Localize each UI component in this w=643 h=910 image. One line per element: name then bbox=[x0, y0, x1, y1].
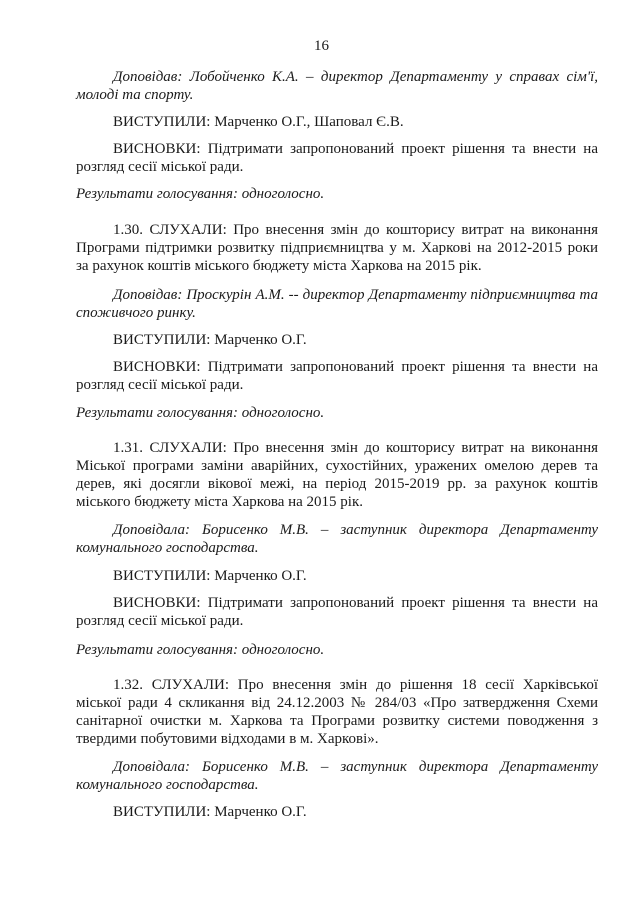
page-number: 16 bbox=[314, 38, 329, 54]
vote-result-text: Результати голосування: одноголосно. bbox=[76, 186, 325, 202]
speaker-paragraph bbox=[76, 521, 598, 557]
speaker-text: Доповідав: Лобойченко К.А. – директор Департаменту у справах сім'ї, молоді та спорту. bbox=[76, 69, 598, 103]
heard-text: 1.30. СЛУХАЛИ: Про внесення змін до кошторису витрат на виконання Програми підтримки розвитку підприємництва у м. Харкові на 2012-2015 роки за рахунок коштів міського бюджету міста Харкова на 2015 рік. bbox=[76, 222, 598, 274]
speakers-text: ВИСТУПИЛИ: Марченко О.Г. bbox=[113, 332, 307, 348]
vote-result-text: Результати голосування: одноголосно. bbox=[76, 642, 325, 658]
speaker-paragraph bbox=[76, 758, 598, 794]
speakers-text: ВИСТУПИЛИ: Марченко О.Г. bbox=[113, 568, 307, 584]
speaker-text: Доповідала: Борисенко М.В. – заступник директора Департаменту комунального господарства. bbox=[76, 522, 598, 556]
speakers-paragraph bbox=[76, 113, 598, 131]
agenda-item-1-32 bbox=[76, 676, 598, 748]
speakers-paragraph bbox=[76, 567, 598, 585]
conclusion-paragraph bbox=[76, 594, 598, 630]
conclusion-text: ВИСНОВКИ: Підтримати запропонований проект рішення та внести на розгляд сесії міської ради. bbox=[76, 141, 598, 175]
conclusion-text: ВИСНОВКИ: Підтримати запропонований проект рішення та внести на розгляд сесії міської ради. bbox=[76, 359, 598, 393]
vote-result-paragraph bbox=[76, 641, 598, 659]
speaker-paragraph bbox=[76, 286, 598, 322]
speakers-text: ВИСТУПИЛИ: Марченко О.Г., Шаповал Є.В. bbox=[113, 114, 404, 130]
speakers-paragraph bbox=[76, 803, 598, 821]
heard-text: 1.32. СЛУХАЛИ: Про внесення змін до рішення 18 сесії Харківської міської ради 4 скликання від 24.12.2003 № 284/03 «Про затвердження Схеми санітарної очистки м. Харкова та Програми розвитку системи поводження з твердими побутовими відходами в м. Харкові». bbox=[76, 677, 598, 747]
speaker-text: Доповідала: Борисенко М.В. – заступник директора Департаменту комунального господарства. bbox=[76, 759, 598, 793]
speakers-text: ВИСТУПИЛИ: Марченко О.Г. bbox=[113, 804, 307, 820]
heard-text: 1.31. СЛУХАЛИ: Про внесення змін до кошторису витрат на виконання Міської програми заміни аварійних, сухостійних, уражених омелою дерев та дерев, які досягли вікової межі, на період 2015-2019 рр. за рахунок коштів міського бюджету міста Харкова на 2015 рік. bbox=[76, 440, 598, 510]
conclusion-text: ВИСНОВКИ: Підтримати запропонований проект рішення та внести на розгляд сесії міської ради. bbox=[76, 595, 598, 629]
speaker-text: Доповідав: Проскурін А.М. -- директор Департаменту підприємництва та споживчого ринку. bbox=[76, 287, 598, 321]
vote-result-text: Результати голосування: одноголосно. bbox=[76, 405, 325, 421]
vote-result-paragraph bbox=[76, 185, 598, 203]
vote-result-paragraph bbox=[76, 404, 598, 422]
speakers-paragraph bbox=[76, 331, 598, 349]
agenda-item-1-31 bbox=[76, 439, 598, 511]
conclusion-paragraph bbox=[76, 358, 598, 394]
agenda-item-1-30 bbox=[76, 221, 598, 275]
conclusion-paragraph bbox=[76, 140, 598, 176]
speaker-paragraph bbox=[76, 68, 598, 104]
